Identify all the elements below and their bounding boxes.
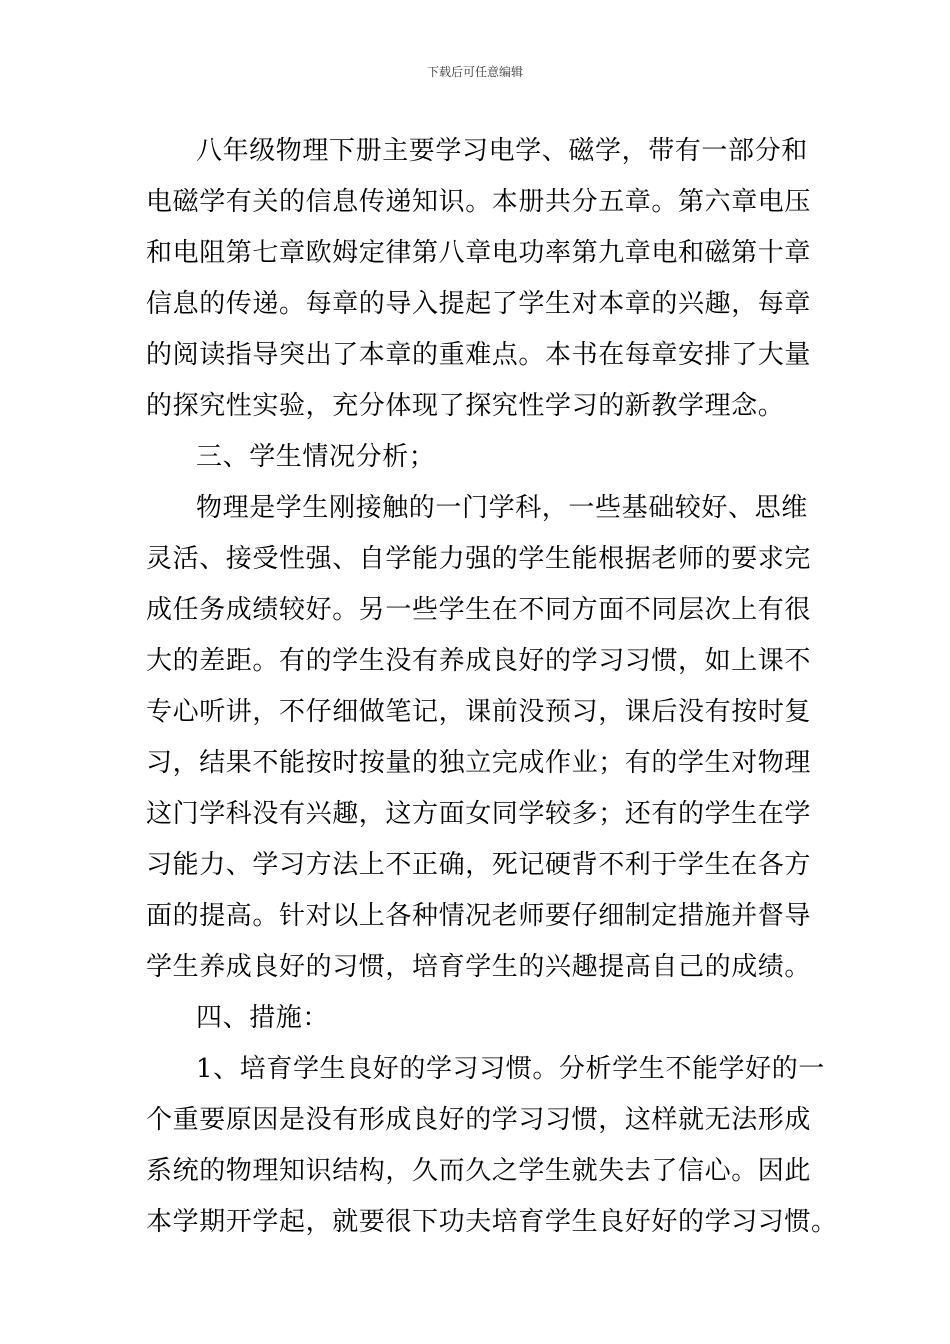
heading-line: 三、学生情况分析； <box>196 442 436 472</box>
text-line: 个重要原因是没有形成良好的学习习惯，这样就无法形成 <box>146 1105 812 1135</box>
text-line: 的阅读指导突出了本章的重难点。本书在每章安排了大量 <box>146 340 812 370</box>
section-heading-student-analysis <box>146 432 808 483</box>
text-line: 电磁学有关的信息传递知识。本册共分五章。第六章电压 <box>146 187 812 217</box>
text-line: 信息的传递。每章的导入提起了学生对本章的兴趣，每章 <box>146 289 812 319</box>
text-line: 大的差距。有的学生没有养成良好的学习习惯，如上课不 <box>146 646 812 676</box>
text-line: 1、培育学生良好的学习习惯。分析学生不能学好的一 <box>196 1054 825 1084</box>
text-line: 习能力、学习方法上不正确，死记硬背不利于学生在各方 <box>146 850 812 880</box>
text-line: 成任务成绩较好。另一些学生在不同方面不同层次上有很 <box>146 595 812 625</box>
text-line: 的探究性实验，充分体现了探究性学习的新教学理念。 <box>146 391 785 421</box>
text-line: 物理是学生刚接触的一门学科，一些基础较好、思维 <box>196 493 808 523</box>
page-header: 下载后可任意编辑 <box>426 65 523 79</box>
paragraph-student-analysis <box>146 483 812 993</box>
text-line: 这门学科没有兴趣，这方面女同学较多；还有的学生在学 <box>146 799 812 829</box>
text-line: 八年级物理下册主要学习电学、磁学，带有一部分和 <box>196 136 808 166</box>
heading-line: 四、措施： <box>196 1003 330 1033</box>
document-body <box>146 126 838 1248</box>
text-line: 面的提高。针对以上各种情况老师要仔细制定措施并督导 <box>146 901 812 931</box>
text-line: 专心听讲，不仔细做笔记，课前没预习，课后没有按时复 <box>146 697 812 727</box>
text-line: 本学期开学起，就要很下功夫培育学生良好好的学习习惯。 <box>146 1207 838 1237</box>
text-line: 系统的物理知识结构，久而久之学生就失去了信心。因此 <box>146 1156 812 1186</box>
text-line: 习，结果不能按时按量的独立完成作业；有的学生对物理 <box>146 748 812 778</box>
section-heading-measures <box>146 993 808 1044</box>
paragraph-measure-1 <box>146 1044 838 1248</box>
paragraph-textbook-overview <box>146 126 812 432</box>
text-line: 和电阻第七章欧姆定律第八章电功率第九章电和磁第十章 <box>146 238 812 268</box>
text-line: 学生养成良好的习惯，培育学生的兴趣提高自己的成绩。 <box>146 952 812 982</box>
text-line: 灵活、接受性强、自学能力强的学生能根据老师的要求完 <box>146 544 812 574</box>
